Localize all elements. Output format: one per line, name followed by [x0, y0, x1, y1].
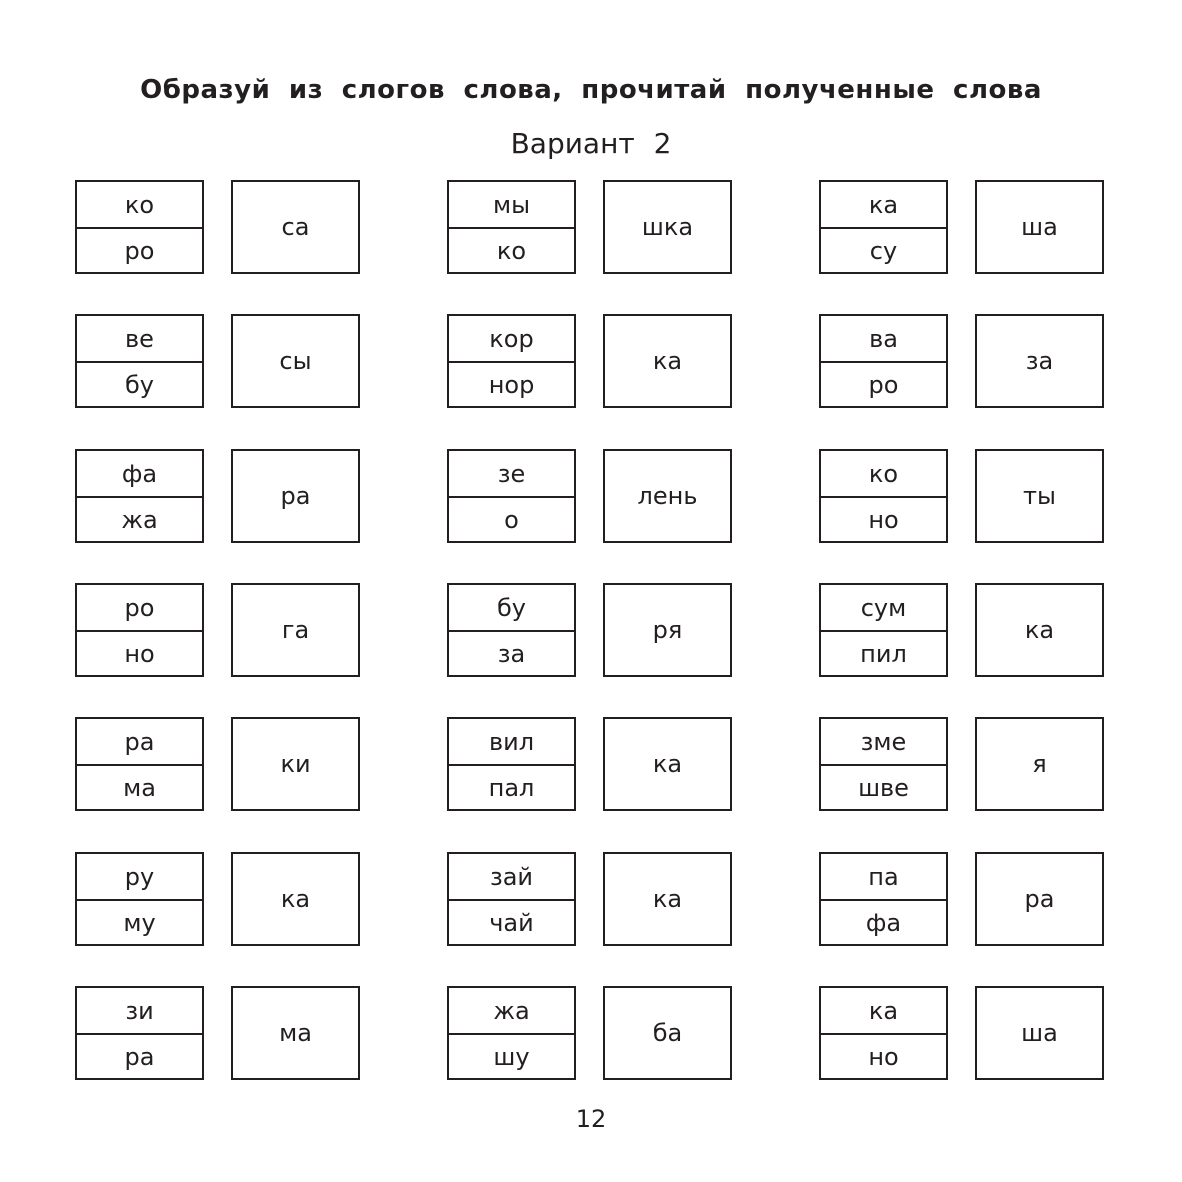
syllable-pair	[447, 717, 733, 811]
syllable-top: ко	[821, 451, 946, 498]
syllable-bottom: ро	[868, 370, 899, 399]
syllable-top: ру	[77, 854, 202, 901]
syllable-ending-box: ты	[975, 449, 1104, 543]
syllable-bottom: но	[868, 1042, 899, 1071]
syllable-stack-box	[447, 986, 576, 1080]
syllable-pair	[819, 986, 1105, 1080]
syllable-stack-box	[819, 180, 948, 274]
syllable-bottom: ра	[124, 1042, 155, 1071]
syllable-top: ве	[77, 316, 202, 363]
syllable-top: ро	[77, 585, 202, 632]
syllable-top: мы	[449, 182, 574, 229]
syllable-ending-box: ка	[603, 852, 732, 946]
syllable-stack-box	[819, 986, 948, 1080]
syllable-top: зе	[449, 451, 574, 498]
syllable-pair	[447, 852, 733, 946]
syllable-top: ка	[821, 988, 946, 1035]
syllable-bottom: пил	[860, 639, 907, 668]
syllable-pair	[819, 583, 1105, 677]
syllable-bottom: за	[497, 639, 526, 668]
syllable-ending-box: ка	[231, 852, 360, 946]
syllable-top: ка	[821, 182, 946, 229]
syllable-stack-box	[447, 852, 576, 946]
syllable-ending-box: ра	[975, 852, 1104, 946]
syllable-stack-box	[447, 449, 576, 543]
syllable-stack-box	[75, 583, 204, 677]
syllable-stack-box	[819, 852, 948, 946]
page-title: Образуй из слогов слова, прочитай полученные слова	[140, 75, 1042, 105]
syllable-pair	[75, 449, 361, 543]
syllable-ending-box: са	[231, 180, 360, 274]
syllable-bottom: чай	[489, 908, 534, 937]
syllable-bottom: шве	[858, 773, 909, 802]
syllable-ending-box: ша	[975, 180, 1104, 274]
syllable-ending-box: я	[975, 717, 1104, 811]
syllable-stack-box	[447, 180, 576, 274]
syllable-pair	[75, 852, 361, 946]
page-number: 12	[575, 1105, 607, 1133]
syllable-stack-box	[75, 717, 204, 811]
syllable-pair	[447, 583, 733, 677]
syllable-stack-box	[75, 449, 204, 543]
syllable-stack-box	[819, 314, 948, 408]
syllable-ending-box: лень	[603, 449, 732, 543]
syllable-pair	[447, 314, 733, 408]
syllable-ending-box: ка	[975, 583, 1104, 677]
syllable-top: кор	[449, 316, 574, 363]
syllable-bottom: ма	[123, 773, 156, 802]
syllable-bottom: пал	[488, 773, 535, 802]
syllable-ending-box: ма	[231, 986, 360, 1080]
syllable-ending-box: ря	[603, 583, 732, 677]
syllable-bottom: шу	[493, 1042, 530, 1071]
syllable-ending-box: ки	[231, 717, 360, 811]
syllable-pair	[75, 986, 361, 1080]
syllable-top: ко	[77, 182, 202, 229]
syllable-top: фа	[77, 451, 202, 498]
syllable-ending-box: ка	[603, 314, 732, 408]
syllable-top: ва	[821, 316, 946, 363]
syllable-top: зме	[821, 719, 946, 766]
syllable-bottom: нор	[488, 370, 535, 399]
syllable-pair	[75, 180, 361, 274]
syllable-bottom: бу	[124, 370, 154, 399]
syllable-stack-box	[819, 583, 948, 677]
syllable-bottom: ко	[496, 236, 527, 265]
syllable-ending-box: ка	[603, 717, 732, 811]
syllable-ending-box: га	[231, 583, 360, 677]
syllable-ending-box: ша	[975, 986, 1104, 1080]
syllable-pair	[819, 314, 1105, 408]
syllable-top: бу	[449, 585, 574, 632]
syllable-ending-box: шка	[603, 180, 732, 274]
syllable-stack-box	[819, 449, 948, 543]
syllable-ending-box: за	[975, 314, 1104, 408]
syllable-stack-box	[447, 583, 576, 677]
syllable-stack-box	[75, 852, 204, 946]
syllable-pair	[75, 314, 361, 408]
syllable-bottom: ро	[124, 236, 155, 265]
syllable-bottom: жа	[121, 505, 158, 534]
syllable-stack-box	[819, 717, 948, 811]
syllable-bottom: фа	[865, 908, 902, 937]
syllable-bottom: но	[124, 639, 155, 668]
syllable-bottom: о	[504, 505, 519, 534]
syllable-stack-box	[75, 986, 204, 1080]
syllable-ending-box: ба	[603, 986, 732, 1080]
syllable-ending-box: ра	[231, 449, 360, 543]
syllable-pair	[447, 986, 733, 1080]
syllable-top: зай	[449, 854, 574, 901]
syllable-top: ра	[77, 719, 202, 766]
syllable-pair	[75, 583, 361, 677]
syllable-top: зи	[77, 988, 202, 1035]
syllable-stack-box	[75, 180, 204, 274]
syllable-pair	[819, 449, 1105, 543]
syllable-pair	[75, 717, 361, 811]
syllable-ending-box: сы	[231, 314, 360, 408]
syllable-pair	[819, 717, 1105, 811]
syllable-stack-box	[447, 314, 576, 408]
syllable-bottom: но	[868, 505, 899, 534]
syllable-top: вил	[449, 719, 574, 766]
syllable-pair	[819, 852, 1105, 946]
syllable-pair	[819, 180, 1105, 274]
syllable-bottom: му	[123, 908, 156, 937]
syllable-bottom: су	[869, 236, 898, 265]
syllable-pair	[447, 449, 733, 543]
syllable-top: сум	[821, 585, 946, 632]
syllable-stack-box	[75, 314, 204, 408]
syllable-stack-box	[447, 717, 576, 811]
syllable-top: жа	[449, 988, 574, 1035]
syllable-pair	[447, 180, 733, 274]
syllable-top: па	[821, 854, 946, 901]
variant-subtitle: Вариант 2	[510, 127, 672, 160]
